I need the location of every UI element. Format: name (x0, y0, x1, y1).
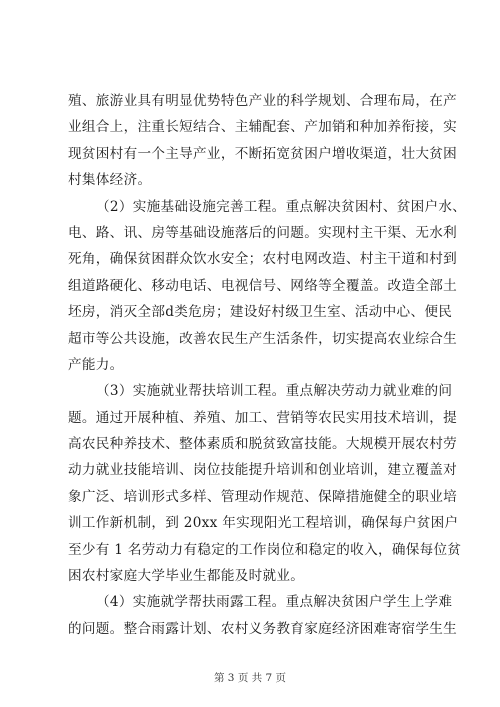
text-line: 训工作新机制，到 20xx 年实现阳光工程培训，确保每户贫困户 (68, 515, 459, 532)
text-line: 组道路硬化、移动电话、电视信号、网络等全覆盖。改造全部土 (68, 277, 458, 294)
page-number-footer: 第 3 页 共 7 页 (213, 672, 287, 684)
text-line: 坯房，消灭全部d类危房；建设好村级卫生室、活动中心、便民 (68, 304, 453, 321)
text-line: 困农村家庭大学毕业生都能及时就业。 (68, 568, 305, 585)
text-line: 死角，确保贫困群众饮水安全；农村电网改造、村主干道和村到 (68, 251, 458, 268)
text-line: 现贫困村有一个主导产业，不断拓宽贫困户增收渠道，壮大贫困 (68, 145, 458, 162)
paragraph-start-line: （4）实施就学帮扶雨露工程。重点解决贫困户学生上学难 (96, 594, 453, 611)
text-line: 业组合上，注重长短结合、主辅配套、产加销和种加养衔接，实 (68, 119, 458, 136)
paragraph-start-line: （3）实施就业帮扶培训工程。重点解决劳动力就业难的问 (96, 383, 453, 400)
text-line: 至少有 1 名劳动力有稳定的工作岗位和稳定的收入，确保每位贫 (68, 541, 462, 558)
text-line: 动力就业技能培训、岗位技能提升培训和创业培训，建立覆盖对 (68, 462, 458, 479)
text-line: 电、路、讯、房等基础设施落后的问题。实现村主干渠、无水利 (68, 224, 458, 241)
body-text (68, 88, 467, 642)
text-line: 村集体经济。 (68, 172, 152, 189)
text-line: 的问题。整合雨露计划、农村义务教育家庭经济困难寄宿学生生 (68, 620, 458, 637)
text-line: 殖、旅游业具有明显优势特色产业的科学规划、合理布局，在产 (68, 93, 458, 109)
text-line: 产能力。 (68, 356, 124, 373)
paragraph-start-line: （2）实施基础设施完善工程。重点解决贫困村、贫困户水、 (96, 198, 467, 215)
text-line: 超市等公共设施，改善农民生产生活条件，切实提高农业综合生 (68, 330, 458, 347)
text-line: 象广泛、培训形式多样、管理动作规范、保障措施健全的职业培 (68, 488, 458, 505)
text-line: 题。通过开展种植、养殖、加工、营销等农民实用技术培训，提 (68, 409, 458, 426)
text-line: 高农民种养技术、整体素质和脱贫致富技能。大规模开展农村劳 (68, 436, 458, 453)
